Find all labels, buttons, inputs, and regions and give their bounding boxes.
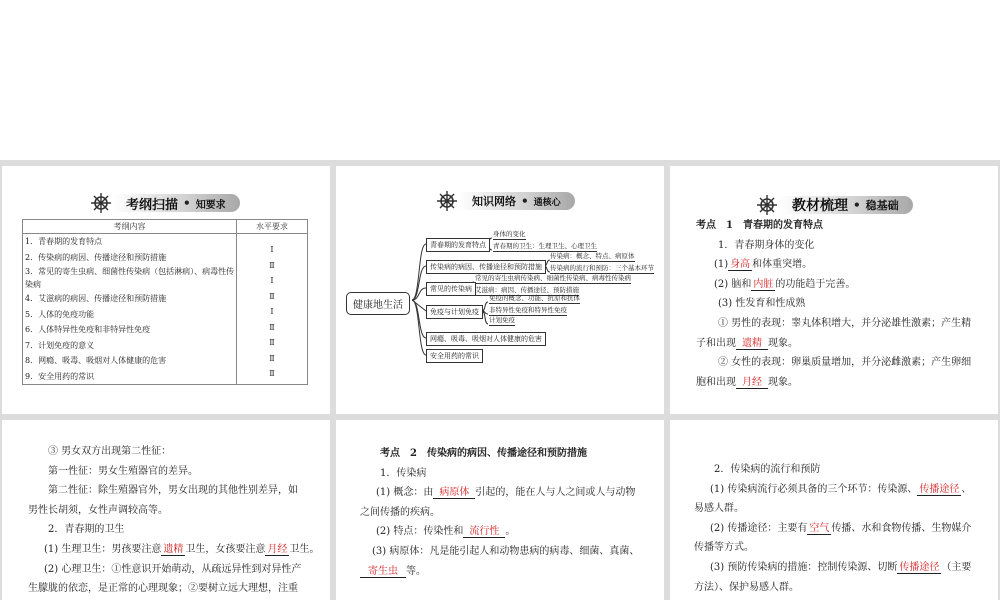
answer-blank: 月经 xyxy=(736,377,768,389)
mind-map-leaf: 非特异性免疫和特异性免疫 xyxy=(489,306,567,314)
mind-map-leaf: 免疫的概念、功能、抗原和抗体 xyxy=(489,294,580,302)
text-line: 第一性征：男女生殖器官的差异。 xyxy=(48,465,198,477)
slide-grid xyxy=(0,160,1000,600)
level-value: Ⅱ xyxy=(269,291,275,301)
mind-map-branch: 传染病的病因、传播途径和预防措施 xyxy=(426,260,546,274)
mind-map-branch: 安全用药的常识 xyxy=(426,349,483,363)
mind-map-leaf: 计划免疫 xyxy=(489,316,515,324)
slide-puberty-hygiene[interactable] xyxy=(2,420,330,600)
text-line: ② 女性的表现：卵巢质量增加，并分泌雌激素；产生卵细 xyxy=(718,357,972,369)
text-line: (1) 生理卫生：男孩要注意 遗精 卫生，女孩要注意 月经 卫生。 xyxy=(44,543,320,555)
slide-infectious-disease[interactable] xyxy=(336,420,664,600)
column-header-content: 考纲内容 xyxy=(23,220,237,234)
text-line: (1) 传染病流行必须具备的三个环节：传染源、 传播途径 、 xyxy=(710,483,972,495)
text-line: (2) 脑和 内脏 的功能趋于完善。 xyxy=(714,278,856,290)
slide-epidemic-prevention[interactable] xyxy=(670,420,998,600)
text-line: 2．青春期的卫生 xyxy=(48,524,125,536)
answer-blank: 病原体 xyxy=(433,487,475,499)
section-title: 知识网络 xyxy=(472,195,516,208)
topic-heading: 考点 1 青春期的发育特点 xyxy=(696,220,823,231)
level-value: Ⅰ xyxy=(270,245,274,254)
level-value: Ⅰ xyxy=(270,307,274,316)
content-item: 4．艾滋病的病因、传播途径和预防措施 xyxy=(25,294,167,303)
requirements-table xyxy=(22,219,308,385)
mind-map-branch: 网瘾、吸毒、吸烟对人体健康的危害 xyxy=(426,332,546,346)
text-line: (3) 病原体：凡是能引起人和动物患病的病毒、细菌、真菌、 xyxy=(372,545,640,557)
answer-blank: 寄生虫 xyxy=(360,566,406,578)
text-line: 2．传染病的流行和预防 xyxy=(714,464,821,475)
text-line: 寄生虫 等。 xyxy=(360,562,639,582)
text-line: (3) 预防传染病的措施：控制传染源、切断 传播途径 （主要 xyxy=(710,561,972,573)
content-item: 染病 xyxy=(25,280,41,289)
header-ribbon: 知识网络 • 通核心 xyxy=(460,192,575,210)
mind-map-leaf: 常见的寄生虫病传染病、细菌性传染病、病毒性传染病 xyxy=(475,274,631,282)
level-value: Ⅱ xyxy=(269,369,275,378)
answer-blank: 空气 xyxy=(809,522,830,534)
section-subtitle: 稳基础 xyxy=(865,199,899,212)
answer-blank: 遗精 xyxy=(736,338,768,350)
text-line: 1．传染病 xyxy=(380,467,427,479)
content-item: 5．人体的免疫功能 xyxy=(25,309,95,319)
mind-map xyxy=(336,166,664,414)
section-title: 教材梳理 xyxy=(792,198,848,214)
text-line: ③ 男女双方出现第二性征： xyxy=(48,446,172,457)
text-line: 男性长胡须，女性声调较高等。 xyxy=(28,504,168,516)
header-ribbon: 考纲扫描 • 知要求 xyxy=(114,194,240,212)
text-line: (2) 特点：传染性和 流行性 。 xyxy=(376,526,516,538)
content-item: 9．安全用药的常识 xyxy=(25,371,95,381)
mind-map-root: 健康地生活 xyxy=(346,292,410,315)
column-header-level: 水平要求 xyxy=(237,220,308,234)
section-title: 考纲扫描 xyxy=(126,197,179,213)
mind-map-branch: 常见的传染病 xyxy=(426,282,476,296)
ship-wheel-icon xyxy=(756,194,778,216)
content-cell xyxy=(23,234,237,385)
slide-knowledge-network[interactable] xyxy=(336,166,664,414)
text-line: 方法）、保护易感人群。 xyxy=(694,581,799,593)
content-item: 6．人体特异性免疫和非特异性免疫 xyxy=(25,325,151,334)
mind-map-branch: 免疫与计划免疫 xyxy=(426,305,483,319)
text-line: (3) 性发育和性成熟 xyxy=(718,298,806,310)
text-line: (2) 传播途径：主要有 空气 传播、水和食物传播、生物媒介 xyxy=(710,522,972,534)
mind-map-leaf: 艾滋病：病因、传播途径、预防措施 xyxy=(475,286,579,294)
section-header xyxy=(756,194,913,216)
content-item: 7．计划免疫的意义 xyxy=(25,340,95,350)
text-line: 胞和出现 月经 现象。 xyxy=(696,376,798,388)
content-item: 2．传染病的病因、传播途径和预防措施 xyxy=(25,252,167,262)
section-subtitle: 通核心 xyxy=(533,197,561,208)
text-block xyxy=(360,444,639,581)
level-value: Ⅱ xyxy=(269,338,275,347)
content-item: 8．网瘾、吸毒、吸烟对人体健康的危害 xyxy=(25,356,167,365)
text-line: (1) 概念：由 病原体 引起的，能在人与人之间或人与动物 xyxy=(376,487,636,499)
mind-map-leaf: 传染病的流行和预防：三个基本环节 xyxy=(550,264,654,272)
level-value: Ⅱ xyxy=(269,322,275,332)
text-line: 生朦胧的依恋，是正常的心理现象；②要树立远大理想，注重 xyxy=(28,583,298,595)
answer-blank: 身高 xyxy=(730,259,751,271)
section-header xyxy=(90,192,240,214)
level-value: Ⅱ xyxy=(269,260,275,270)
text-line: 子和出现 遗精 现象。 xyxy=(696,337,798,349)
answer-blank: 遗精 xyxy=(163,543,184,555)
blank-top-area xyxy=(0,0,1000,160)
slide-textbook-review[interactable] xyxy=(670,166,998,414)
text-line: ① 男性的表现：睾丸体积增大，并分泌雄性激素；产生精 xyxy=(718,317,972,329)
level-cell xyxy=(237,234,308,385)
text-line: 易感人群。 xyxy=(694,503,744,515)
answer-blank: 传播途径 xyxy=(919,483,960,495)
header-ribbon: 教材梳理 • 稳基础 xyxy=(780,196,913,214)
level-value: Ⅱ xyxy=(269,353,275,363)
text-block xyxy=(696,216,971,392)
mind-map-leaf: 传染病：概念、特点、病原体 xyxy=(550,252,635,260)
text-line: 1．青春期身体的变化 xyxy=(718,239,815,251)
text-line: (2) 心理卫生：①性意识开始萌动，从疏远异性到对异性产 xyxy=(44,563,302,575)
answer-blank: 传播途径 xyxy=(899,561,940,573)
answer-blank: 流行性 xyxy=(463,526,505,538)
content-item: 1．青春期的发育特点 xyxy=(25,237,103,246)
text-line: 之间传播的疾病。 xyxy=(360,506,440,518)
text-block xyxy=(694,460,971,597)
ship-wheel-icon xyxy=(90,192,112,214)
text-block xyxy=(28,442,319,599)
text-line: (1) 身高 和体重突增。 xyxy=(714,259,813,271)
text-line: 第二性征：除生殖器官外，男女出现的其他性别差异，如 xyxy=(48,485,298,497)
mind-map-branch: 青春期的发育特点 xyxy=(426,238,490,252)
mind-map-leaf: 身体的变化 xyxy=(493,230,526,238)
mind-map-leaf: 青春期的卫生：生理卫生、心理卫生 xyxy=(493,242,597,250)
section-subtitle: 知要求 xyxy=(195,199,226,211)
topic-heading: 考点 2 传染病的病因、传播途径和预防措施 xyxy=(380,448,587,459)
content-item: 3．常见的寄生虫病、细菌性传染病（包括淋病）、病毒性传 xyxy=(25,267,235,276)
slide-exam-outline[interactable] xyxy=(2,166,330,414)
answer-blank: 月经 xyxy=(267,543,288,555)
text-line: 传播等方式。 xyxy=(694,542,754,554)
answer-blank: 内脏 xyxy=(753,278,774,290)
level-value: Ⅰ xyxy=(270,276,274,285)
